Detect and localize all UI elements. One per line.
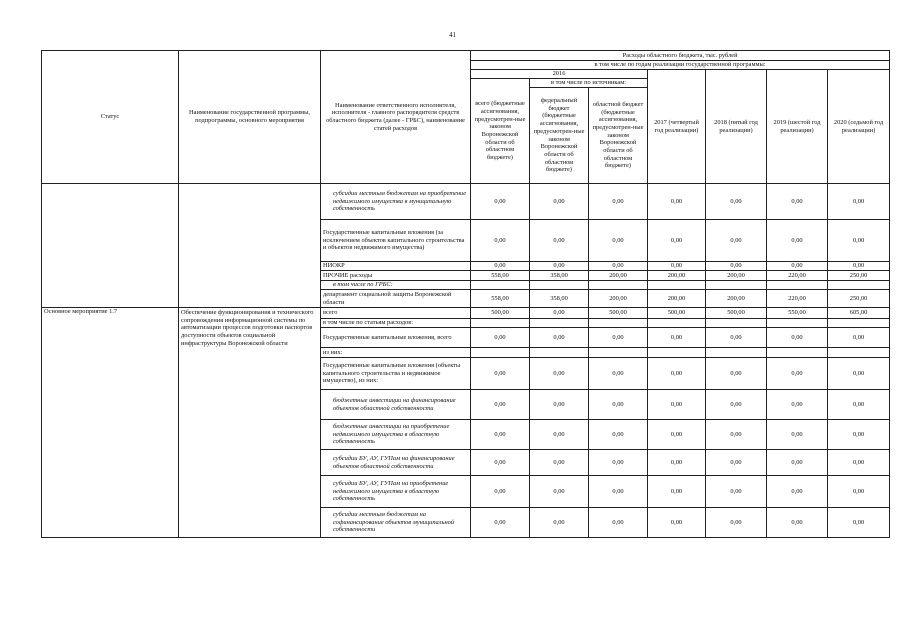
value-cell: 0,00 xyxy=(828,262,890,271)
value-cell: 0,00 xyxy=(471,262,530,271)
value-cell: 0,00 xyxy=(828,358,890,390)
value-cell: 0,00 xyxy=(648,358,706,390)
value-cell: 200,00 xyxy=(648,290,706,308)
value-cell: 0,00 xyxy=(471,508,530,538)
value-cell xyxy=(589,281,648,290)
header-status: Статус xyxy=(42,51,179,184)
value-cell: 0,00 xyxy=(648,476,706,508)
value-cell: 0,00 xyxy=(589,262,648,271)
value-cell: 220,00 xyxy=(767,271,828,281)
value-cell: 605,00 xyxy=(828,308,890,319)
value-cell xyxy=(828,319,890,328)
value-cell: 0,00 xyxy=(828,220,890,262)
expense-item-label: из них: xyxy=(321,348,471,358)
value-cell: 0,00 xyxy=(530,308,589,319)
expense-item-label: Государственные капитальные вложения (за исключением объектов капитального строительства и объектов недвижимого имущества) xyxy=(321,220,471,262)
header-regional: областной бюджет (бюджетные ассигнования, предусмотрен-ные законом Воронежской области об областном бюджете) xyxy=(589,88,648,184)
value-cell: 0,00 xyxy=(706,328,767,348)
value-cell: 0,00 xyxy=(589,476,648,508)
value-cell: 500,00 xyxy=(648,308,706,319)
value-cell: 500,00 xyxy=(471,308,530,319)
value-cell xyxy=(589,348,648,358)
status-cell: Основное мероприятие 1.7 xyxy=(42,308,179,538)
value-cell: 0,00 xyxy=(828,420,890,450)
value-cell: 0,00 xyxy=(530,420,589,450)
header-program-name: Наименование государственной программы, подпрограммы, основного мероприятия xyxy=(179,51,321,184)
value-cell: 220,00 xyxy=(767,290,828,308)
expense-item-label: всего xyxy=(321,308,471,319)
value-cell xyxy=(767,348,828,358)
value-cell: 0,00 xyxy=(828,476,890,508)
value-cell: 0,00 xyxy=(706,220,767,262)
value-cell: 200,00 xyxy=(706,290,767,308)
value-cell: 0,00 xyxy=(706,420,767,450)
value-cell: 558,00 xyxy=(471,290,530,308)
header-total: всего (бюджетные ассигнования, предусмотрен-ные законом Воронежской области об областном бюджете) xyxy=(471,79,530,184)
value-cell: 200,00 xyxy=(589,271,648,281)
header-federal: федеральный бюджет (бюджетные ассигнования, предусмотрен-ные законом Воронежской области об областном бюджете) xyxy=(530,88,589,184)
value-cell: 0,00 xyxy=(589,358,648,390)
expense-item-label: ПРОЧИЕ расходы xyxy=(321,271,471,281)
value-cell xyxy=(648,319,706,328)
value-cell: 500,00 xyxy=(589,308,648,319)
value-cell: 0,00 xyxy=(767,358,828,390)
program-name-cell: Обеспечение функционирования и технического сопровождения информационной системы по автоматизации процессов подготовки паспортов доступности объектов социальной инфраструктуры Воронежской области xyxy=(179,308,321,538)
value-cell: 0,00 xyxy=(589,220,648,262)
value-cell xyxy=(589,319,648,328)
value-cell xyxy=(767,319,828,328)
value-cell: 0,00 xyxy=(648,262,706,271)
value-cell xyxy=(648,281,706,290)
value-cell: 0,00 xyxy=(589,390,648,420)
expense-item-label: в том числе по статьям расходов: xyxy=(321,319,471,328)
program-name-cell-empty xyxy=(179,184,321,308)
value-cell xyxy=(530,348,589,358)
budget-table xyxy=(41,50,890,538)
value-cell: 0,00 xyxy=(471,328,530,348)
value-cell: 0,00 xyxy=(471,450,530,476)
value-cell: 0,00 xyxy=(530,184,589,220)
value-cell: 0,00 xyxy=(828,508,890,538)
value-cell: 0,00 xyxy=(828,328,890,348)
expense-item-label: Государственные капитальные вложения (объекты капитального строительства и недвижимое имущество), из них: xyxy=(321,358,471,390)
value-cell xyxy=(471,348,530,358)
header-year-2016: 2016 xyxy=(471,70,648,79)
value-cell: 0,00 xyxy=(589,508,648,538)
value-cell xyxy=(471,281,530,290)
value-cell: 358,00 xyxy=(530,271,589,281)
status-cell-empty xyxy=(42,184,179,308)
value-cell: 0,00 xyxy=(767,328,828,348)
value-cell: 500,00 xyxy=(706,308,767,319)
value-cell: 0,00 xyxy=(648,220,706,262)
value-cell: 0,00 xyxy=(767,390,828,420)
value-cell xyxy=(767,281,828,290)
value-cell: 0,00 xyxy=(471,476,530,508)
value-cell: 0,00 xyxy=(530,262,589,271)
value-cell: 0,00 xyxy=(471,358,530,390)
header-2017: 2017 (четвертый год реализации) xyxy=(648,70,706,184)
header-by-years: в том числе по годам реализации государственной программы: xyxy=(471,61,890,70)
value-cell: 0,00 xyxy=(706,262,767,271)
value-cell: 0,00 xyxy=(530,358,589,390)
table-row xyxy=(42,184,890,220)
page-number: 41 xyxy=(449,31,456,39)
expense-item-label: в том числе по ГРБС: xyxy=(321,281,471,290)
value-cell: 0,00 xyxy=(767,220,828,262)
value-cell: 0,00 xyxy=(589,328,648,348)
header-2020: 2020 (седьмой год реализации) xyxy=(828,70,890,184)
value-cell: 0,00 xyxy=(767,476,828,508)
value-cell: 0,00 xyxy=(828,390,890,420)
value-cell: 0,00 xyxy=(706,476,767,508)
value-cell: 0,00 xyxy=(589,420,648,450)
value-cell: 358,00 xyxy=(530,290,589,308)
expense-item-label: бюджетные инвестиции на приобретение недвижимого имущества в областную собственность xyxy=(321,420,471,450)
value-cell: 0,00 xyxy=(706,450,767,476)
value-cell xyxy=(706,348,767,358)
value-cell: 0,00 xyxy=(706,508,767,538)
value-cell xyxy=(706,281,767,290)
value-cell: 0,00 xyxy=(767,450,828,476)
expense-item-label: бюджетные инвестиции на финансирование объектов областной собственности xyxy=(321,390,471,420)
value-cell: 0,00 xyxy=(767,508,828,538)
value-cell: 0,00 xyxy=(767,184,828,220)
header-expenses-title: Расходы областного бюджета, тыс. рублей xyxy=(471,51,890,61)
value-cell: 0,00 xyxy=(648,328,706,348)
value-cell: 250,00 xyxy=(828,271,890,281)
value-cell: 558,00 xyxy=(471,271,530,281)
value-cell xyxy=(648,348,706,358)
value-cell: 250,00 xyxy=(828,290,890,308)
value-cell xyxy=(828,348,890,358)
value-cell: 0,00 xyxy=(530,508,589,538)
header-2018: 2018 (пятый год реализации) xyxy=(706,70,767,184)
expense-item-label: субсидии местным бюджетам на софинансирование объектов муниципальной собственности xyxy=(321,508,471,538)
value-cell: 200,00 xyxy=(648,271,706,281)
value-cell: 0,00 xyxy=(828,450,890,476)
value-cell: 0,00 xyxy=(648,390,706,420)
value-cell: 0,00 xyxy=(589,450,648,476)
header-by-sources: в том числе по источникам: xyxy=(530,79,648,88)
value-cell: 200,00 xyxy=(589,290,648,308)
value-cell: 0,00 xyxy=(828,184,890,220)
value-cell: 550,00 xyxy=(767,308,828,319)
value-cell xyxy=(530,319,589,328)
expense-item-label: НИОКР xyxy=(321,262,471,271)
value-cell: 0,00 xyxy=(706,184,767,220)
value-cell: 0,00 xyxy=(471,220,530,262)
value-cell: 0,00 xyxy=(471,184,530,220)
value-cell: 0,00 xyxy=(530,328,589,348)
header-executor: Наименование ответственного исполнителя, исполнителя - главного распорядителя средств областного бюджета (далее - ГРБС), наименование статей расходов xyxy=(321,51,471,184)
value-cell xyxy=(828,281,890,290)
value-cell xyxy=(530,281,589,290)
expense-item-label: Государственные капитальные вложения, всего xyxy=(321,328,471,348)
value-cell: 0,00 xyxy=(530,220,589,262)
value-cell: 0,00 xyxy=(530,390,589,420)
header-2019: 2019 (шестой год реализации) xyxy=(767,70,828,184)
value-cell: 0,00 xyxy=(767,420,828,450)
table-row xyxy=(42,308,890,319)
value-cell: 0,00 xyxy=(767,262,828,271)
expense-item-label: субсидии БУ, АУ, ГУПам на финансирование объектов областной собственности xyxy=(321,450,471,476)
value-cell: 200,00 xyxy=(706,271,767,281)
expense-item-label: департамент социальной защиты Воронежской области xyxy=(321,290,471,308)
expense-item-label: субсидии местным бюджетам на приобретение недвижимого имущества в муниципальную собственность xyxy=(321,184,471,220)
value-cell: 0,00 xyxy=(648,450,706,476)
value-cell: 0,00 xyxy=(530,476,589,508)
expense-item-label: субсидии БУ, АУ, ГУПам на приобретение недвижимого имущества в областную собственность xyxy=(321,476,471,508)
value-cell: 0,00 xyxy=(648,508,706,538)
value-cell: 0,00 xyxy=(471,390,530,420)
value-cell: 0,00 xyxy=(530,450,589,476)
value-cell: 0,00 xyxy=(706,390,767,420)
value-cell: 0,00 xyxy=(648,184,706,220)
value-cell: 0,00 xyxy=(589,184,648,220)
value-cell: 0,00 xyxy=(706,358,767,390)
value-cell: 0,00 xyxy=(648,420,706,450)
value-cell xyxy=(706,319,767,328)
value-cell xyxy=(471,319,530,328)
value-cell: 0,00 xyxy=(471,420,530,450)
